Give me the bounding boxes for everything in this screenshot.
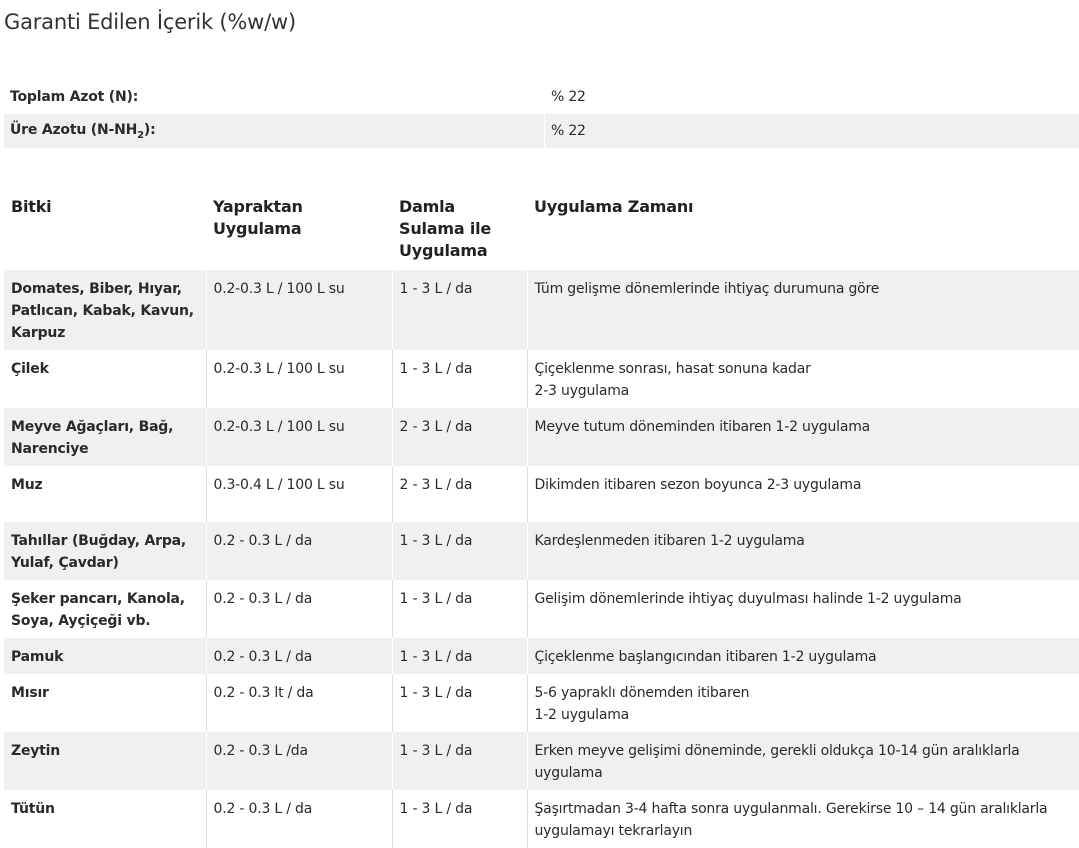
nutrient-value: % 22 [545,80,1079,114]
nutrient-label: Üre Azotu $(N-NH_2)$: [4,114,545,148]
timing-cell: Şaşırtmadan 3-4 hafta sonra uygulanmalı. Gerekirse 10 – 14 gün aralıklarla uygulamayı tekrarlayın [527,790,1079,848]
table-row [4,580,1079,638]
drip-cell: 1 - 3 L / da [392,790,527,848]
timing-cell: Çiçeklenme sonrası, hasat sonuna kadar 2-3 uygulama [527,350,1079,408]
table-header-row [4,184,1079,270]
drip-cell: 1 - 3 L / da [392,350,527,408]
drip-cell: 1 - 3 L / da [392,732,527,790]
foliar-cell: 0.3-0.4 L / 100 L su [206,466,392,522]
crop-cell: Şeker pancarı, Kanola, Soya, Ayçiçeği vb. [4,580,206,638]
crop-cell: Pamuk [4,638,206,674]
table-row [4,638,1079,674]
foliar-cell: 0.2-0.3 L / 100 L su [206,270,392,350]
column-header-timing: Uygulama Zamanı [527,184,1079,270]
foliar-cell: 0.2 - 0.3 L / da [206,790,392,848]
table-row [4,790,1079,848]
foliar-cell: 0.2 - 0.3 L / da [206,580,392,638]
drip-cell: 2 - 3 L / da [392,408,527,466]
table-row [4,80,1079,114]
page-title: Garanti Edilen İçerik (%w/w) [4,10,296,34]
foliar-cell: 0.2 - 0.3 L / da [206,638,392,674]
timing-cell: Dikimden itibaren sezon boyunca 2-3 uygulama [527,466,1079,522]
nutrient-label: Toplam Azot (N): [4,80,545,114]
guaranteed-content-table [4,80,1079,148]
column-header-foliar: Yapraktan Uygulama [206,184,392,270]
timing-cell: Meyve tutum döneminden itibaren 1-2 uygulama [527,408,1079,466]
drip-cell: 1 - 3 L / da [392,270,527,350]
drip-cell: 1 - 3 L / da [392,674,527,732]
foliar-cell: 0.2-0.3 L / 100 L su [206,408,392,466]
table-row [4,350,1079,408]
crop-cell: Tahıllar (Buğday, Arpa, Yulaf, Çavdar) [4,522,206,580]
foliar-cell: 0.2 - 0.3 lt / da [206,674,392,732]
table-row [4,522,1079,580]
column-header-drip: Damla Sulama ile Uygulama [392,184,527,270]
foliar-cell: 0.2 - 0.3 L /da [206,732,392,790]
drip-cell: 1 - 3 L / da [392,580,527,638]
crop-cell: Zeytin [4,732,206,790]
timing-cell: Erken meyve gelişimi döneminde, gerekli oldukça 10-14 gün aralıklarla uygulama [527,732,1079,790]
drip-cell: 2 - 3 L / da [392,466,527,522]
table-row [4,408,1079,466]
crop-cell: Domates, Biber, Hıyar, Patlıcan, Kabak, Kavun, Karpuz [4,270,206,350]
crop-cell: Mısır [4,674,206,732]
crop-cell: Muz [4,466,206,522]
foliar-cell: 0.2-0.3 L / 100 L su [206,350,392,408]
drip-cell: 1 - 3 L / da [392,522,527,580]
timing-cell: Gelişim dönemlerinde ihtiyaç duyulması halinde 1-2 uygulama [527,580,1079,638]
crop-cell: Çilek [4,350,206,408]
crop-cell: Meyve Ağaçları, Bağ, Narenciye [4,408,206,466]
timing-cell: Kardeşlenmeden itibaren 1-2 uygulama [527,522,1079,580]
table-row [4,114,1079,148]
application-table [4,184,1079,848]
table-row [4,270,1079,350]
timing-cell: 5-6 yapraklı dönemden itibaren 1-2 uygulama [527,674,1079,732]
crop-cell: Tütün [4,790,206,848]
timing-cell: Tüm gelişme dönemlerinde ihtiyaç durumuna göre [527,270,1079,350]
column-header-crop: Bitki [4,184,206,270]
table-row [4,466,1079,522]
table-row [4,674,1079,732]
table-row [4,732,1079,790]
nutrient-value: % 22 [545,114,1079,148]
drip-cell: 1 - 3 L / da [392,638,527,674]
foliar-cell: 0.2 - 0.3 L / da [206,522,392,580]
timing-cell: Çiçeklenme başlangıcından itibaren 1-2 uygulama [527,638,1079,674]
